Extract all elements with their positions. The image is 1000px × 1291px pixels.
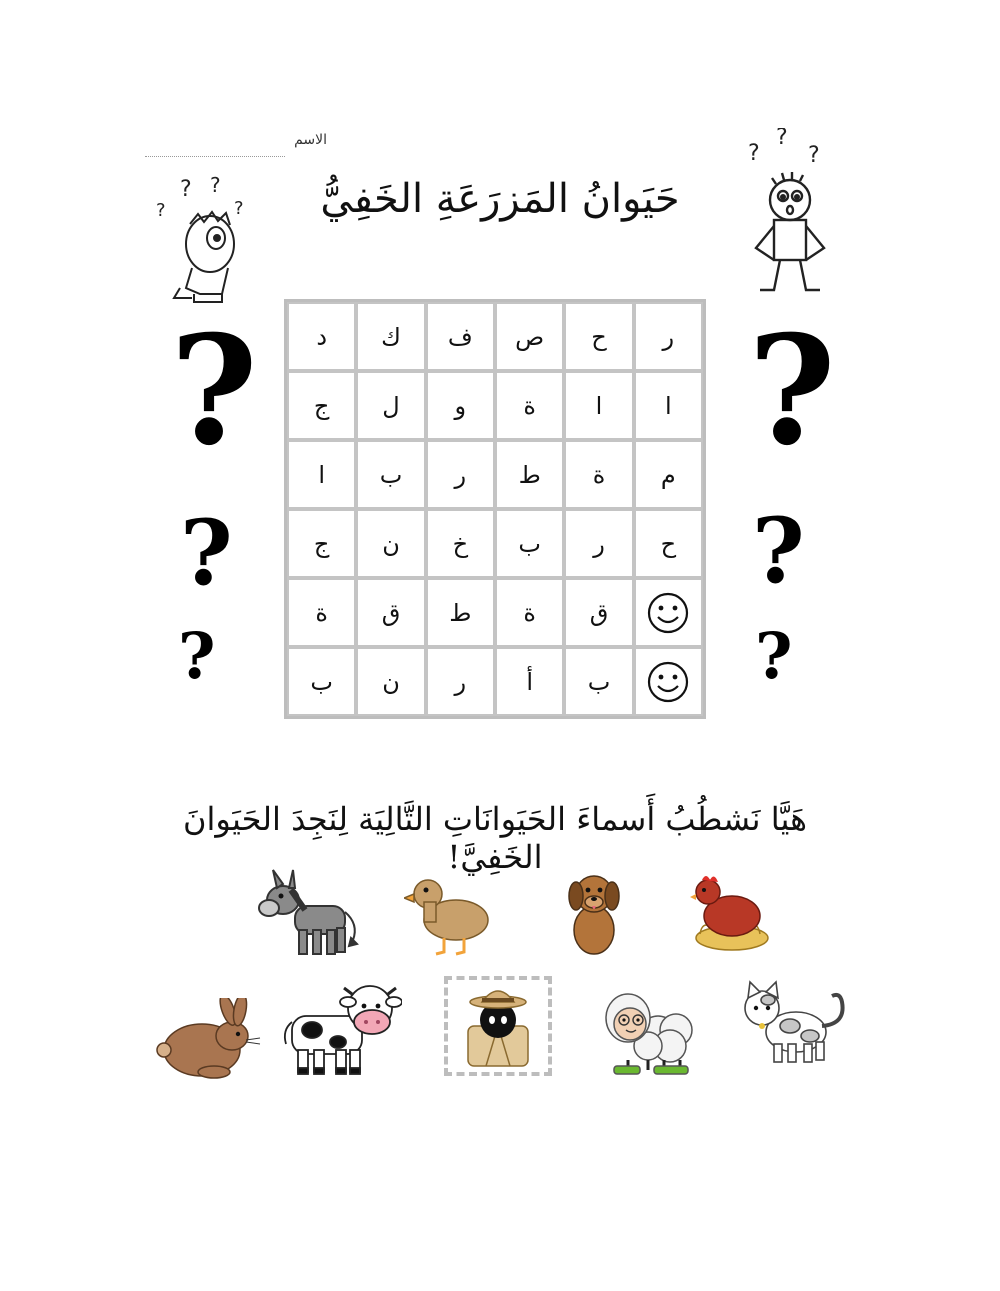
grid-cell[interactable]: ق <box>356 578 425 647</box>
grid-cell[interactable]: ح <box>564 302 633 371</box>
smiley-icon <box>634 647 703 716</box>
grid-cell[interactable]: ل <box>356 371 425 440</box>
dog-icon <box>556 868 630 958</box>
grid-cell[interactable]: ب <box>564 647 633 716</box>
word-search-grid <box>284 299 706 719</box>
grid-cell[interactable]: ة <box>495 371 564 440</box>
grid-cell[interactable]: م <box>634 440 703 509</box>
svg-text:?: ? <box>210 176 221 197</box>
question-mark-large-left: ? <box>170 303 258 479</box>
grid-cell[interactable]: ا <box>564 371 633 440</box>
grid-cell[interactable]: ب <box>495 509 564 578</box>
grid-cell[interactable]: ر <box>564 509 633 578</box>
small-question-glyph: ? <box>180 177 192 202</box>
grid-cell[interactable]: ن <box>356 647 425 716</box>
grid-cell[interactable]: ة <box>495 578 564 647</box>
instruction-text: هَيَّا نَشطُبُ أَسماءَ الحَيَوانَاتِ التَّالِيَة لِنَجِدَ الحَيَوانَ الخَفِيَّ! <box>183 800 807 876</box>
rabbit-icon <box>156 998 266 1082</box>
name-label: الاسم <box>294 132 327 148</box>
hen-icon <box>690 870 772 954</box>
svg-text:?: ? <box>156 200 166 221</box>
hidden-animal-box <box>444 976 552 1076</box>
grid-cell[interactable]: ر <box>426 440 495 509</box>
grid-cell[interactable]: ط <box>495 440 564 509</box>
grid-cell[interactable]: أ <box>495 647 564 716</box>
question-mark-small-right: ? <box>755 619 793 694</box>
page-title: حَيَوانُ المَزرَعَةِ الخَفِيُّ <box>320 176 680 222</box>
question-mark-medium-left: ? <box>180 500 233 606</box>
stick-figure-right-illustration <box>740 128 840 298</box>
grid-cell[interactable]: ح <box>634 509 703 578</box>
question-mark-small-left: ? <box>178 619 216 694</box>
smiley-icon <box>634 578 703 647</box>
grid-cell[interactable]: ص <box>495 302 564 371</box>
grid-cell[interactable]: ط <box>426 578 495 647</box>
grid-cell[interactable]: ن <box>356 509 425 578</box>
svg-text:?: ? <box>748 141 760 166</box>
grid-cell[interactable]: ج <box>287 509 356 578</box>
grid-cell[interactable]: ر <box>426 647 495 716</box>
detective-icon <box>448 980 548 1072</box>
grid-cell[interactable]: ا <box>634 371 703 440</box>
confused-boy-left-illustration <box>150 176 260 306</box>
grid-cell[interactable]: و <box>426 371 495 440</box>
grid-cell[interactable]: ة <box>564 440 633 509</box>
svg-text:?: ? <box>776 128 788 150</box>
svg-text:?: ? <box>234 198 244 219</box>
grid-cell[interactable]: ق <box>564 578 633 647</box>
donkey-icon <box>255 866 365 960</box>
question-mark-medium-right: ? <box>752 498 805 604</box>
duck-icon <box>404 872 494 958</box>
grid-cell[interactable]: ج <box>287 371 356 440</box>
name-line <box>145 156 285 157</box>
grid-cell[interactable]: د <box>287 302 356 371</box>
svg-text:?: ? <box>808 143 820 168</box>
grid-cell[interactable]: ر <box>634 302 703 371</box>
grid-cell[interactable]: ة <box>287 578 356 647</box>
grid-cell[interactable]: ب <box>356 440 425 509</box>
grid-cell[interactable]: ب <box>287 647 356 716</box>
grid-cell[interactable]: ك <box>356 302 425 371</box>
question-mark-large-right: ? <box>748 303 836 479</box>
grid-cell[interactable]: خ <box>426 509 495 578</box>
grid-cell[interactable]: ا <box>287 440 356 509</box>
name-field[interactable] <box>145 132 335 162</box>
cow-icon <box>278 980 402 1080</box>
sheep-icon <box>598 986 702 1076</box>
grid-cell[interactable]: ف <box>426 302 495 371</box>
cat-icon <box>738 978 848 1068</box>
